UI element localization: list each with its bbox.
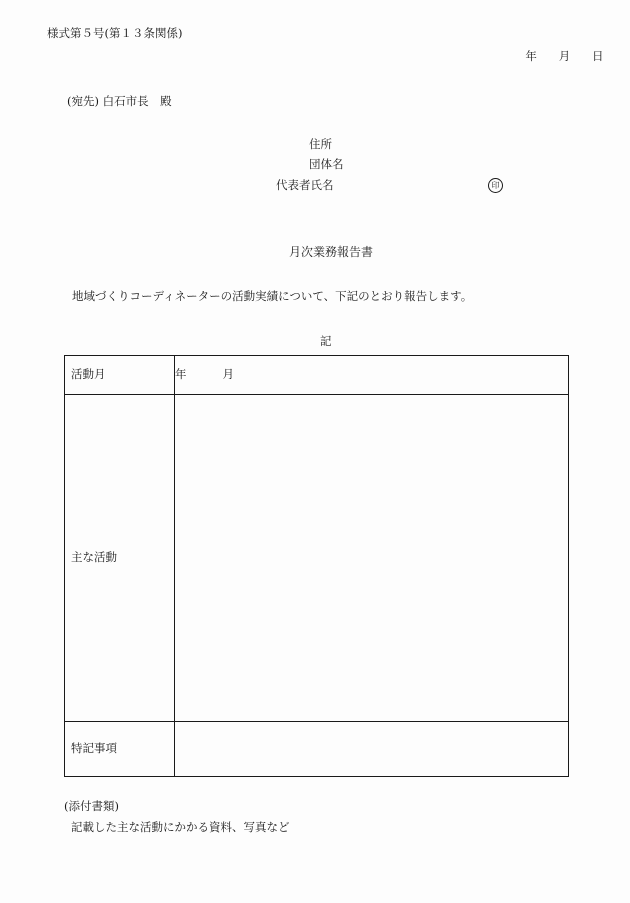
date-month-unit: 月 — [558, 49, 571, 63]
activity-month-field[interactable] — [175, 356, 569, 395]
attachments-heading: (添付書類) — [64, 799, 119, 813]
activity-report-table — [64, 355, 569, 777]
form-number: 様式第５号(第１３条関係) — [47, 26, 183, 40]
addressee: (宛先) 白石市長 殿 — [67, 94, 172, 108]
attachments-detail: 記載した主な活動にかかる資料、写真など — [71, 820, 290, 834]
month-unit: 月 — [222, 367, 234, 382]
report-statement: 地域づくりコーディネーターの活動実績について、下記のとおり報告します。 — [72, 289, 473, 303]
ki-label: 記 — [320, 334, 332, 348]
table-row-main-activities — [65, 395, 569, 722]
activity-month-label: 活動月 — [65, 356, 175, 395]
address-label: 住所 — [309, 137, 332, 151]
date-year-unit: 年 — [525, 49, 538, 63]
table-row-special-notes — [65, 722, 569, 777]
special-notes-field[interactable] — [175, 722, 569, 777]
document-title: 月次業務報告書 — [289, 245, 374, 259]
main-activities-field[interactable] — [175, 395, 569, 722]
group-name-label: 団体名 — [309, 157, 344, 171]
table-row-activity-month — [65, 356, 569, 395]
date-day-unit: 日 — [592, 49, 604, 63]
main-activities-label: 主な活動 — [65, 395, 175, 722]
seal-mark: 印 — [488, 178, 503, 193]
year-unit: 年 — [175, 367, 187, 382]
date-line — [525, 51, 604, 63]
special-notes-label: 特記事項 — [65, 722, 175, 777]
representative-name-label: 代表者氏名 — [276, 178, 334, 192]
